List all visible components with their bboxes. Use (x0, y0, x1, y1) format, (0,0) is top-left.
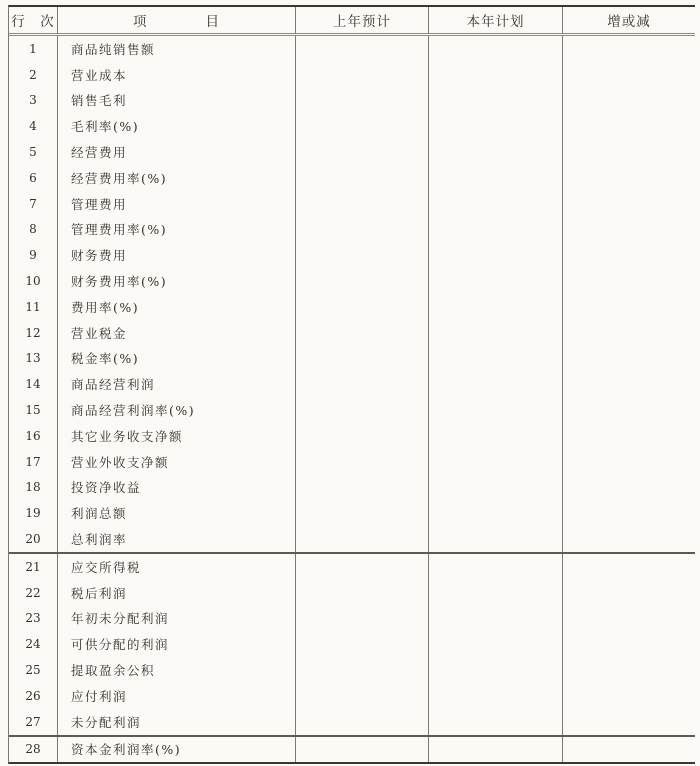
item-label-cell: 销售毛利 (58, 88, 296, 114)
table-row (9, 709, 695, 735)
this-year-cell (429, 88, 563, 114)
table-row (9, 62, 695, 88)
row-number-cell: 22 (9, 580, 58, 606)
change-cell (563, 580, 695, 606)
column-header-row-no: 行 次 (9, 7, 58, 33)
table-row (9, 88, 695, 114)
this-year-cell (429, 606, 563, 632)
item-label-cell: 营业税金 (58, 320, 296, 346)
table-section (9, 735, 695, 762)
this-year-cell (429, 631, 563, 657)
prev-year-cell (296, 475, 429, 501)
this-year-cell (429, 294, 563, 320)
change-cell (563, 88, 695, 114)
row-number-cell: 25 (9, 657, 58, 683)
column-header-item: 项 目 (58, 7, 296, 33)
row-number-cell: 3 (9, 88, 58, 114)
row-number-cell: 28 (9, 737, 58, 762)
change-cell (563, 139, 695, 165)
item-label-cell: 营业外收支净额 (58, 449, 296, 475)
table-row (9, 371, 695, 397)
row-number-cell: 27 (9, 709, 58, 735)
prev-year-cell (296, 737, 429, 762)
change-cell (563, 191, 695, 217)
row-number-cell: 18 (9, 475, 58, 501)
prev-year-cell (296, 191, 429, 217)
prev-year-cell (296, 397, 429, 423)
row-number-cell: 24 (9, 631, 58, 657)
prev-year-cell (296, 631, 429, 657)
prev-year-cell (296, 500, 429, 526)
item-label-cell: 税金率(%) (58, 346, 296, 372)
prev-year-cell (296, 294, 429, 320)
change-cell (563, 683, 695, 709)
prev-year-cell (296, 139, 429, 165)
prev-year-cell (296, 36, 429, 62)
table-row (9, 580, 695, 606)
item-label-cell: 应付利润 (58, 683, 296, 709)
this-year-cell (429, 449, 563, 475)
row-number-cell: 6 (9, 165, 58, 191)
this-year-cell (429, 709, 563, 735)
table-row (9, 36, 695, 62)
prev-year-cell (296, 606, 429, 632)
table-row (9, 554, 695, 580)
table-row (9, 423, 695, 449)
this-year-cell (429, 526, 563, 552)
table-row (9, 526, 695, 552)
item-label-cell: 毛利率(%) (58, 113, 296, 139)
item-label-cell: 应交所得税 (58, 554, 296, 580)
financial-plan-table (8, 5, 695, 764)
this-year-cell (429, 475, 563, 501)
change-cell (563, 113, 695, 139)
prev-year-cell (296, 268, 429, 294)
change-cell (563, 554, 695, 580)
row-number-cell: 23 (9, 606, 58, 632)
this-year-cell (429, 371, 563, 397)
item-label-cell: 管理费用率(%) (58, 217, 296, 243)
item-label-cell: 投资净收益 (58, 475, 296, 501)
change-cell (563, 449, 695, 475)
prev-year-cell (296, 88, 429, 114)
item-label-cell: 财务费用率(%) (58, 268, 296, 294)
prev-year-cell (296, 580, 429, 606)
change-cell (563, 217, 695, 243)
table-row (9, 737, 695, 762)
table-section (9, 36, 695, 552)
item-label-cell: 税后利润 (58, 580, 296, 606)
change-cell (563, 320, 695, 346)
item-label-cell: 商品纯销售额 (58, 36, 296, 62)
table-header-row (9, 7, 695, 36)
this-year-cell (429, 320, 563, 346)
prev-year-cell (296, 709, 429, 735)
change-cell (563, 631, 695, 657)
change-cell (563, 268, 695, 294)
change-cell (563, 371, 695, 397)
row-number-cell: 17 (9, 449, 58, 475)
change-cell (563, 606, 695, 632)
row-number-cell: 5 (9, 139, 58, 165)
table-row (9, 449, 695, 475)
prev-year-cell (296, 217, 429, 243)
table-row (9, 139, 695, 165)
item-label-cell: 总利润率 (58, 526, 296, 552)
row-number-cell: 4 (9, 113, 58, 139)
item-label-cell: 经营费用率(%) (58, 165, 296, 191)
this-year-cell (429, 657, 563, 683)
item-label-cell: 财务费用 (58, 242, 296, 268)
prev-year-cell (296, 449, 429, 475)
table-row (9, 268, 695, 294)
prev-year-cell (296, 62, 429, 88)
item-label-cell: 未分配利润 (58, 709, 296, 735)
this-year-cell (429, 165, 563, 191)
this-year-cell (429, 500, 563, 526)
change-cell (563, 657, 695, 683)
table-row (9, 475, 695, 501)
table-row (9, 346, 695, 372)
item-label-cell: 资本金利润率(%) (58, 737, 296, 762)
prev-year-cell (296, 554, 429, 580)
prev-year-cell (296, 371, 429, 397)
row-number-cell: 7 (9, 191, 58, 217)
row-number-cell: 19 (9, 500, 58, 526)
table-row (9, 191, 695, 217)
this-year-cell (429, 36, 563, 62)
this-year-cell (429, 191, 563, 217)
row-number-cell: 16 (9, 423, 58, 449)
this-year-cell (429, 683, 563, 709)
column-header-prev-year: 上年预计 (296, 7, 429, 33)
table-section (9, 552, 695, 735)
column-header-this-year: 本年计划 (429, 7, 563, 33)
change-cell (563, 737, 695, 762)
prev-year-cell (296, 165, 429, 191)
table-row (9, 500, 695, 526)
table-row (9, 294, 695, 320)
prev-year-cell (296, 657, 429, 683)
prev-year-cell (296, 683, 429, 709)
table-row (9, 683, 695, 709)
this-year-cell (429, 113, 563, 139)
this-year-cell (429, 242, 563, 268)
table-row (9, 397, 695, 423)
prev-year-cell (296, 242, 429, 268)
change-cell (563, 165, 695, 191)
item-label-cell: 经营费用 (58, 139, 296, 165)
change-cell (563, 423, 695, 449)
prev-year-cell (296, 526, 429, 552)
item-label-cell: 其它业务收支净额 (58, 423, 296, 449)
table-row (9, 113, 695, 139)
row-number-cell: 8 (9, 217, 58, 243)
prev-year-cell (296, 346, 429, 372)
prev-year-cell (296, 113, 429, 139)
this-year-cell (429, 346, 563, 372)
row-number-cell: 11 (9, 294, 58, 320)
item-label-cell: 营业成本 (58, 62, 296, 88)
this-year-cell (429, 397, 563, 423)
item-label-cell: 可供分配的利润 (58, 631, 296, 657)
change-cell (563, 242, 695, 268)
column-header-change: 增或减 (607, 14, 651, 30)
item-label-cell: 商品经营利润率(%) (58, 397, 296, 423)
row-number-cell: 15 (9, 397, 58, 423)
change-cell (563, 709, 695, 735)
item-label-cell: 提取盈余公积 (58, 657, 296, 683)
this-year-cell (429, 580, 563, 606)
change-cell (563, 397, 695, 423)
this-year-cell (429, 554, 563, 580)
this-year-cell (429, 139, 563, 165)
row-number-cell: 14 (9, 371, 58, 397)
change-cell (563, 62, 695, 88)
table-row (9, 165, 695, 191)
this-year-cell (429, 268, 563, 294)
item-label-cell: 商品经营利润 (58, 371, 296, 397)
row-number-cell: 21 (9, 554, 58, 580)
prev-year-cell (296, 320, 429, 346)
row-number-cell: 12 (9, 320, 58, 346)
item-label-cell: 费用率(%) (58, 294, 296, 320)
prev-year-cell (296, 423, 429, 449)
this-year-cell (429, 737, 563, 762)
change-cell (563, 475, 695, 501)
table-row (9, 657, 695, 683)
row-number-cell: 9 (9, 242, 58, 268)
table-row (9, 217, 695, 243)
this-year-cell (429, 217, 563, 243)
table-body (9, 36, 695, 762)
table-row (9, 606, 695, 632)
row-number-cell: 13 (9, 346, 58, 372)
item-label-cell: 利润总额 (58, 500, 296, 526)
table-row (9, 631, 695, 657)
this-year-cell (429, 62, 563, 88)
table-row (9, 320, 695, 346)
change-cell (563, 526, 695, 552)
this-year-cell (429, 423, 563, 449)
row-number-cell: 2 (9, 62, 58, 88)
change-cell (563, 36, 695, 62)
change-cell (563, 294, 695, 320)
change-cell (563, 500, 695, 526)
row-number-cell: 10 (9, 268, 58, 294)
row-number-cell: 26 (9, 683, 58, 709)
row-number-cell: 20 (9, 526, 58, 552)
change-cell (563, 346, 695, 372)
row-number-cell: 1 (9, 36, 58, 62)
table-row (9, 242, 695, 268)
item-label-cell: 年初未分配利润 (58, 606, 296, 632)
item-label-cell: 管理费用 (58, 191, 296, 217)
